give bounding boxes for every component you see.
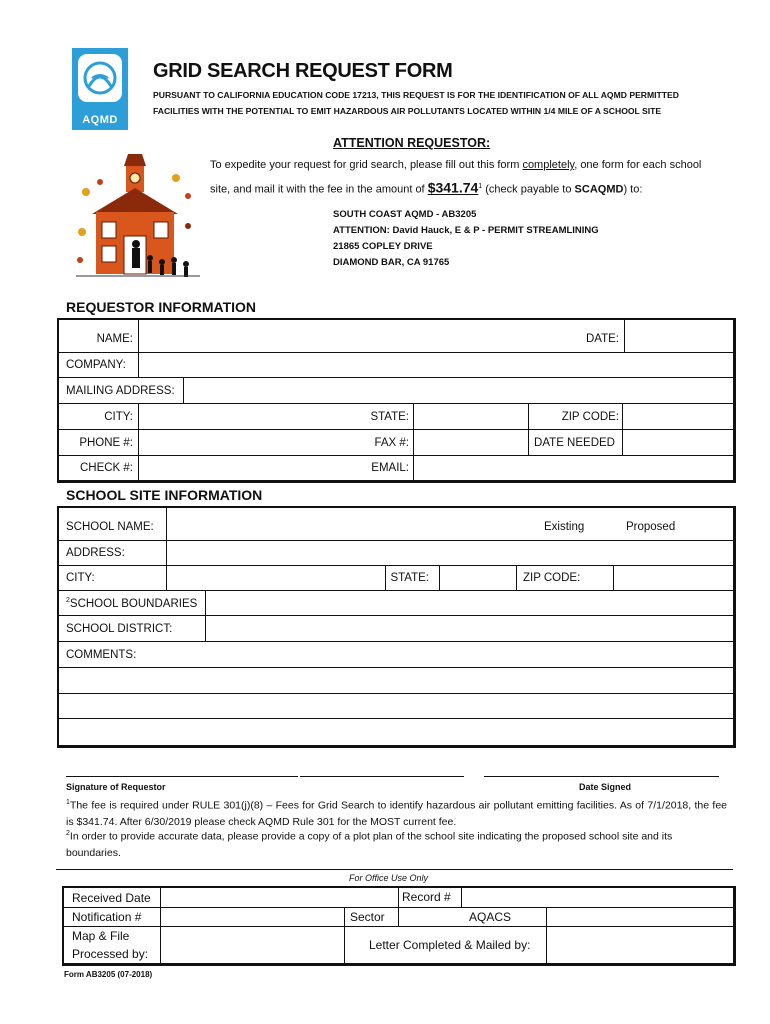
city-label: CITY: — [104, 411, 133, 423]
attention-instructions: To expedite your request for grid search, please fill out this form completely, one form for each school site, and mail it with the fee in the amount of $341.74$^1$ (check payable to SCAQMD) to: — [210, 159, 702, 196]
school-district-field[interactable] — [207, 617, 734, 640]
form-subtitle — [153, 87, 733, 119]
mailing-address-label: MAILING ADDRESS: — [66, 385, 175, 397]
school-district-label: SCHOOL DISTRICT: — [66, 623, 173, 635]
aqacs-label: AQACS — [469, 910, 512, 924]
name-label: NAME: — [96, 333, 133, 345]
state-label: STATE: — [370, 411, 409, 423]
proposed-option[interactable]: Proposed — [626, 521, 676, 533]
date-field[interactable] — [626, 322, 734, 350]
school-state-label: STATE: — [390, 572, 429, 584]
date-signed-label: Date Signed — [579, 782, 632, 792]
school-city-label: CITY: — [66, 572, 95, 584]
office-use-table — [62, 886, 736, 966]
record-label: Record # — [402, 890, 451, 904]
school-section-title: SCHOOL SITE INFORMATION — [66, 487, 263, 503]
existing-option[interactable]: Existing — [544, 521, 585, 533]
signature-line-2 — [300, 776, 464, 777]
map-file-label: Map & File — [72, 929, 130, 943]
school-address-label: ADDRESS: — [66, 547, 125, 559]
logo-text: AQMD — [82, 114, 118, 126]
school-name-label: SCHOOL NAME: — [66, 521, 154, 533]
company-field[interactable] — [140, 354, 734, 376]
requestor-section-title: REQUESTOR INFORMATION — [66, 299, 257, 315]
email-field[interactable] — [415, 457, 734, 479]
school-table — [57, 506, 736, 748]
letter-completed-label: Letter Completed & Mailed by: — [369, 938, 531, 952]
footnote-2: $^2$In order to provide accurate data, please provide a copy of a plot plan of the school site indicating the proposed school site and its boundaries. — [66, 830, 673, 859]
date-needed-label: DATE NEEDED — [534, 437, 615, 449]
attention-heading: ATTENTION REQUESTOR: — [333, 136, 491, 150]
subtitle-line-2: FACILITIES WITH THE POTENTIAL TO EMIT HAZARDOUS AIR POLLUTANTS LOCATED WITHIN 1/4 MILE OF A SCHOOL SITE — [153, 106, 662, 116]
mailing-address-field[interactable] — [185, 379, 734, 402]
date-needed-field[interactable] — [624, 431, 734, 454]
date-label: DATE: — [585, 333, 619, 345]
sector-label: Sector — [350, 910, 385, 924]
signature-line — [66, 776, 298, 777]
notification-label: Notification # — [72, 910, 142, 924]
signature-label: Signature of Requestor — [66, 782, 166, 792]
received-date-label: Received Date — [72, 891, 151, 905]
processed-by-label: Processed by: — [72, 947, 149, 961]
comments-field[interactable] — [61, 669, 734, 744]
form-title: GRID SEARCH REQUEST FORM — [153, 60, 453, 82]
mailing-address: SOUTH COAST AQMD - AB3205 ATTENTION: David Hauck, E & P - PERMIT STREAMLINING 21865 COPLEY DRIVE DIAMOND BAR, CA 91765 — [333, 209, 599, 268]
schoolhouse-illustration-icon — [76, 152, 202, 282]
zip-code-label: ZIP CODE: — [561, 411, 619, 423]
state-field[interactable] — [415, 405, 526, 428]
email-label: EMAIL: — [371, 462, 409, 474]
fax-label: FAX #: — [374, 437, 409, 449]
comments-label: COMMENTS: — [66, 649, 137, 661]
office-divider — [56, 869, 733, 870]
zip-code-field[interactable] — [624, 405, 734, 428]
footnote-1: $^1$The fee is required under RULE 301(j)(8) – Fees for Grid Search to identify hazardous air pollutant emitting facilities. As of 7/1/2018, the fee is $341.74. After 6/30/2019 please check AQMD Rule 301 for the MOST current fee. — [66, 799, 727, 828]
check-label: CHECK #: — [79, 462, 133, 474]
school-zip-label: ZIP CODE: — [523, 572, 581, 584]
date-signed-line — [484, 776, 719, 777]
company-label: COMPANY: — [66, 359, 126, 371]
subtitle-line-1: PURSUANT TO CALIFORNIA EDUCATION CODE 17213, THIS REQUEST IS FOR THE IDENTIFICATION OF ALL AQMD PERMITTED — [153, 90, 679, 100]
school-address-field[interactable] — [168, 542, 734, 564]
phone-label: PHONE #: — [79, 437, 133, 449]
fax-field[interactable] — [415, 431, 526, 454]
requestor-table — [57, 318, 736, 483]
aqmd-emblem-icon — [72, 48, 128, 110]
school-state-field[interactable] — [441, 567, 514, 589]
school-name-field[interactable] — [168, 510, 538, 538]
school-city-field[interactable] — [168, 567, 383, 589]
school-zip-field[interactable] — [615, 567, 734, 589]
school-boundaries-field[interactable] — [207, 592, 734, 614]
form-number: Form AB3205 (07-2018) — [64, 970, 153, 979]
aqmd-logo — [72, 48, 128, 130]
fee-amount: $341.74 — [427, 179, 479, 196]
school-boundaries-label: $^2$SCHOOL BOUNDARIES — [66, 597, 198, 610]
office-use-heading: For Office Use Only — [349, 873, 429, 883]
